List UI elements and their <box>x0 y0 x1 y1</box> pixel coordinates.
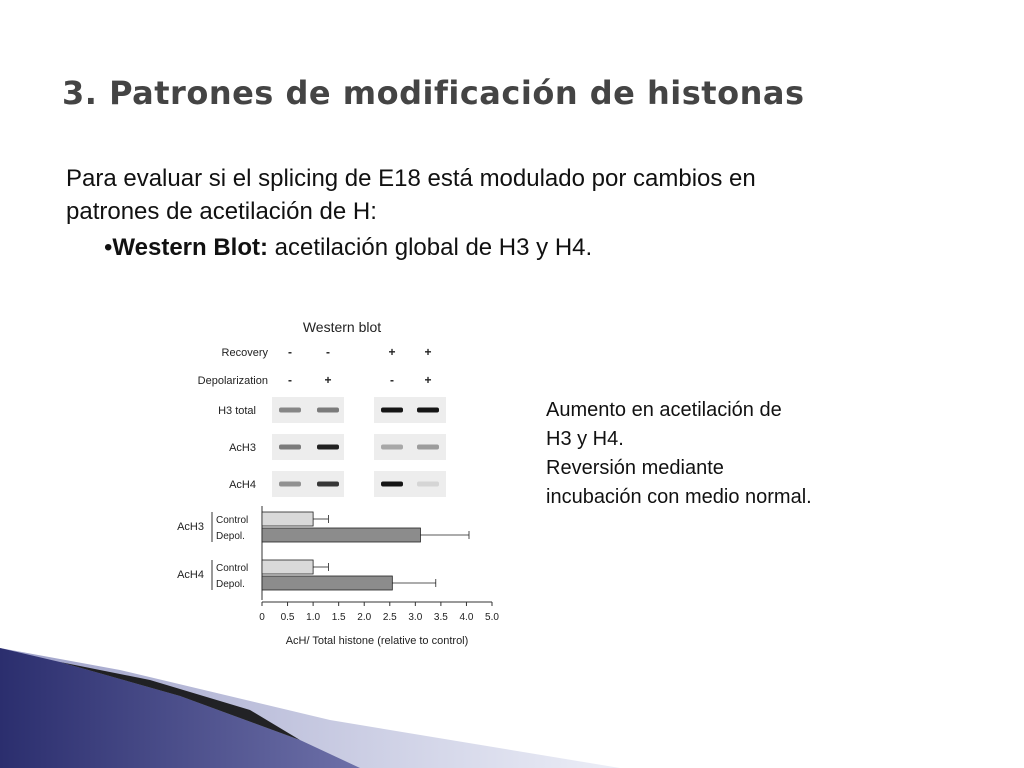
blot-band <box>317 482 339 487</box>
x-tick-label: 3.0 <box>408 612 423 623</box>
bar <box>262 576 392 590</box>
blot-band <box>417 408 439 413</box>
x-tick-label: 1.0 <box>306 612 321 623</box>
bar-label: Depol. <box>216 579 245 590</box>
group-label: AcH4 <box>177 569 204 581</box>
blot-band <box>279 445 301 450</box>
slide-title: 3. Patrones de modificación de histonas <box>62 74 805 112</box>
blot-band <box>317 445 339 450</box>
bar-label: Control <box>216 515 249 526</box>
blot-band <box>381 482 403 487</box>
intro-line-1: Para evaluar si el splicing de E18 está modulado por cambios en <box>66 165 756 192</box>
condition-label: Recovery <box>221 347 268 359</box>
blot-band <box>417 445 439 450</box>
condition-sign: - <box>326 345 330 359</box>
note-line-3: Reversión mediante <box>546 457 724 479</box>
note-line-1: Aumento en acetilación de <box>546 399 782 421</box>
figure-title: Western blot <box>302 319 382 335</box>
blot-row-label: AcH4 <box>229 479 256 491</box>
blot-band <box>279 408 301 413</box>
bullet-bold-label: Western Blot: <box>112 234 268 261</box>
x-tick-label: 0 <box>259 612 265 623</box>
intro-paragraph <box>66 162 926 228</box>
bar <box>262 512 313 526</box>
condition-sign: + <box>324 373 332 387</box>
blot-band <box>381 408 403 413</box>
note-line-4: incubación con medio normal. <box>546 486 812 508</box>
x-tick-label: 2.0 <box>357 612 372 623</box>
side-note <box>546 396 906 512</box>
condition-sign: - <box>288 345 292 359</box>
blot-row-label: H3 total <box>218 405 256 417</box>
decorative-swoosh <box>0 600 1024 768</box>
condition-rows <box>198 345 432 387</box>
bullet-text: acetilación global de H3 y H4. <box>267 234 593 261</box>
blot-band <box>417 482 439 487</box>
x-tick-label: 4.0 <box>459 612 474 623</box>
bullet-item <box>104 231 592 264</box>
group-label: AcH3 <box>177 521 204 533</box>
bullet-mark: • <box>104 234 113 261</box>
blot-band <box>381 445 403 450</box>
x-tick-label: 5.0 <box>485 612 499 623</box>
condition-sign: + <box>424 345 432 359</box>
condition-label: Depolarization <box>197 375 268 387</box>
x-axis-label: AcH/ Total histone (relative to control) <box>285 635 469 647</box>
condition-sign: + <box>424 373 432 387</box>
bar-label: Control <box>216 563 249 574</box>
note-line-2: H3 y H4. <box>546 428 624 450</box>
x-tick-label: 1.5 <box>331 612 346 623</box>
intro-line-2: patrones de acetilación de H: <box>66 198 377 225</box>
bar <box>262 560 313 574</box>
condition-sign: - <box>288 373 292 387</box>
x-tick-label: 2.5 <box>382 612 397 623</box>
swoosh-dark <box>0 648 360 768</box>
x-tick-label: 3.5 <box>433 612 448 623</box>
bar-label: Depol. <box>216 531 245 542</box>
condition-sign: + <box>388 345 396 359</box>
condition-sign: - <box>390 373 394 387</box>
bar <box>262 528 420 542</box>
blot-row-label: AcH3 <box>229 442 256 454</box>
blot-band <box>317 408 339 413</box>
blot-rows <box>218 397 446 497</box>
x-tick-label: 0.5 <box>280 612 295 623</box>
blot-band <box>279 482 301 487</box>
